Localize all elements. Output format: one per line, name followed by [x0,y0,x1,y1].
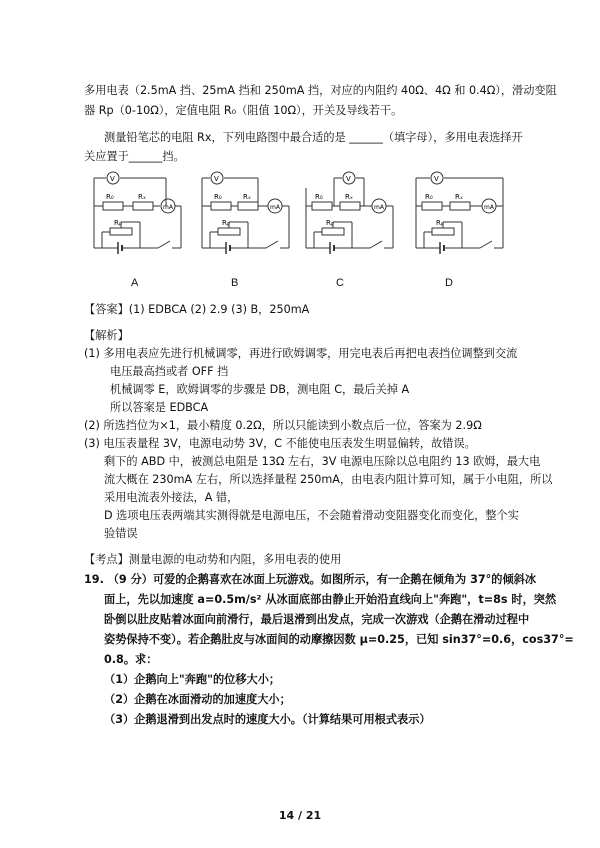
analysis-heading: 【解析】 [84,329,129,342]
question-line-1: 测量铅笔芯的电阻 Rx，下列电路图中最合适的是 ______（填字母），多用电表选择开 [104,131,523,144]
svg-text:V: V [434,175,439,183]
svg-text:mA: mA [484,204,494,211]
q19-subq: （3）企鹅退滑到出发点时的速度大小。（计算结果可用根式表示） [104,713,431,726]
rheostat [110,228,132,235]
answer-line: 【答案】(1) EDBCA (2) 2.9 (3) B，250mA [84,303,310,316]
q19-line: 面上，先以加速度 a=0.5m/s² 从冰面底部由静止开始沿直线向上"奔跑"，t=8s 时，突然 [104,593,557,606]
q19-line: 卧倒以肚皮贴着冰面向前滑行，最后退滑到出发点，完成一次游戏（企鹅在滑动过程中 [104,613,530,626]
r0-resistor [103,202,123,210]
svg-text:Rₚ: Rₚ [222,219,230,227]
circuit-b [196,170,296,265]
svg-text:mA: mA [270,204,280,211]
circuit-label-d: D [445,277,453,289]
svg-text:R₀: R₀ [315,193,323,201]
svg-text:Rₚ: Rₚ [114,219,122,227]
svg-text:Rₚ: Rₚ [436,219,444,227]
svg-text:V: V [346,175,351,183]
analysis-line: 所以答案是 EDBCA [110,401,209,414]
page-number: 14 / 21 [278,809,322,822]
svg-text:R₀: R₀ [106,193,114,201]
svg-text:R₀: R₀ [425,193,433,201]
analysis-line: (1) 多用电表应先进行机械调零，再进行欧姆调零，用完电表后再把电表挡位调整到交流 [84,347,518,360]
intro-line-2: 器 Rp（0-10Ω），定值电阻 R₀（阻值 10Ω），开关及导线若干。 [84,104,403,117]
circuit-d [410,170,510,265]
svg-text:Rₓ: Rₓ [455,193,463,201]
svg-text:Rₓ: Rₓ [243,193,251,201]
analysis-line: 采用电流表外接法，A 错， [104,491,239,504]
rx-resistor [133,202,153,210]
q19-subq: （1）企鹅向上"奔跑"的位移大小； [104,673,281,686]
analysis-line: 机械调零 E，欧姆调零的步骤是 DB，测电阻 C，最后关掉 A [110,383,410,396]
svg-text:Rₚ: Rₚ [326,219,334,227]
circuit-label-c: C [336,277,344,289]
analysis-line: (2) 所选挡位为×1，最小精度 0.2Ω，所以只能读到小数点后一位，答案为 2.9Ω [84,419,482,432]
q19-line: 19. （9 分）可爱的企鹅喜欢在冰面上玩游戏。如图所示，有一企鹅在倾角为 37°的倾斜冰 [84,573,537,586]
svg-text:R₀: R₀ [214,193,222,201]
q19-subq: （2）企鹅在冰面滑动的加速度大小； [104,693,291,706]
analysis-line: D 选项电压表两端其实测得就是电源电压，不会随着滑动变阻器变化而变化，整个实 [104,509,519,522]
circuit-a [88,170,188,265]
analysis-line: 流大概在 230mA 左右，所以选择量程 250mA，由电表内阻计算可知，属于小电阻，所以 [104,473,553,486]
analysis-line: 验错误 [104,527,138,540]
svg-text:mA: mA [374,204,384,211]
circuit-c [300,170,400,265]
circuit-label-b: B [231,277,239,289]
q19-line: 姿势保持不变）。若企鹅肚皮与冰面间的动摩擦因数 μ=0.25，已知 sin37°=0.6，cos37°= [104,633,574,646]
kaodian-line: 【考点】测量电源的电动势和内阻，多用电表的使用 [84,553,342,566]
question-line-2: 关应置于______挡。 [84,150,185,163]
svg-text:mA: mA [163,204,173,211]
circuit-label-a: A [131,277,139,289]
q19-line: 0.8。求： [104,653,158,666]
svg-text:Rₓ: Rₓ [345,193,353,201]
svg-text:Rₓ: Rₓ [138,193,146,201]
intro-line-1: 多用电表（2.5mA 挡、25mA 挡和 250mA 挡，对应的内阻约 40Ω、4Ω 和 0.4Ω），滑动变阻 [84,84,557,97]
voltmeter-label: V [110,175,115,183]
svg-text:V: V [214,175,219,183]
analysis-line: (3) 电压表量程 3V，电源电动势 3V，C 不能使电压表发生明显偏转，故错误。 [84,437,476,450]
analysis-line: 电压最高挡或者 OFF 挡 [110,365,229,378]
analysis-line: 剩下的 ABD 中，被测总电阻是 13Ω 左右，3V 电源电压除以总电阻约 13 欧姆，最大电 [104,455,541,468]
